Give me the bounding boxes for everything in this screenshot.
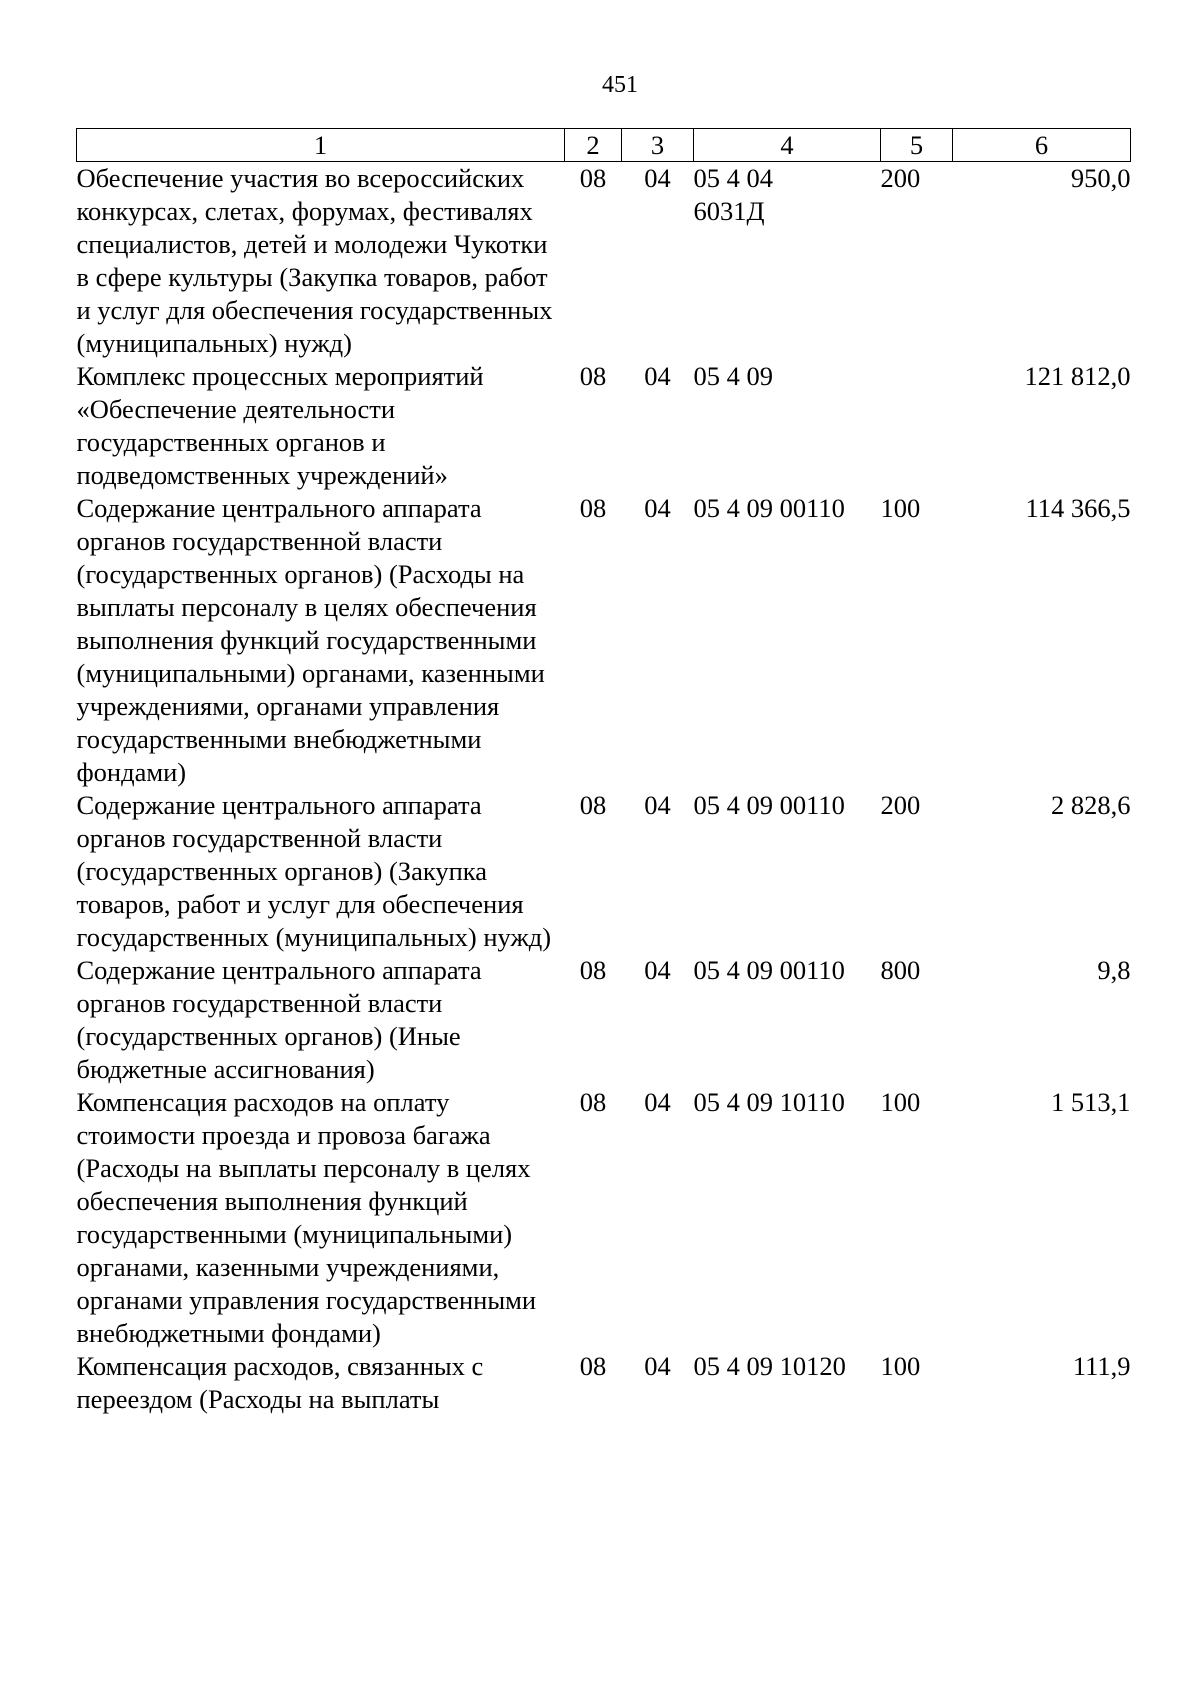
row-name: Содержание центрального аппарата органов государственной власти (государственных органов) (Закупка товаров, работ и услуг для обеспечения государственных (муниципальных) нужд) <box>76 790 552 952</box>
row-amount: 111,9 <box>1072 1351 1131 1381</box>
row-subsection: 04 <box>644 955 671 985</box>
row-amount: 2 828,6 <box>1051 790 1131 820</box>
row-section: 08 <box>579 955 607 985</box>
row-name: Обеспечение участия во всероссийских конкурсах, слетах, форумах, фестивалях специалистов, детей и молодежи Чукотки в сфере культуры (Закупка товаров, работ и услуг для обеспечения государственных (муниципальных) нужд) <box>76 163 553 358</box>
row-subsection: 04 <box>644 1351 671 1381</box>
row-subsection: 04 <box>644 1087 671 1117</box>
row-expense-type: 800 <box>880 955 921 985</box>
row-target: 05 4 04 6031Д <box>693 163 773 226</box>
row-subsection: 04 <box>644 493 671 523</box>
table-header <box>77 129 1131 162</box>
table-row <box>77 492 1131 789</box>
row-section: 08 <box>579 790 607 820</box>
row-target: 05 4 09 10110 <box>693 1087 845 1117</box>
table-row <box>77 1086 1131 1350</box>
row-name: Содержание центрального аппарата органов государственной власти (государственных органов) (Расходы на выплаты персоналу в целях обеспечения выполнения функций государственными (муниципальными) органами, казенными учреждениями, органами управления государственными внебюджетными фондами) <box>76 493 545 787</box>
table-row <box>77 162 1131 361</box>
row-amount: 950,0 <box>1070 163 1131 193</box>
row-name: Комплекс процессных мероприятий «Обеспечение деятельности государственных органов и подведомственных учреждений» <box>76 361 484 490</box>
row-expense-type: 100 <box>880 1351 921 1381</box>
row-section: 08 <box>579 361 607 391</box>
row-amount: 9,8 <box>1097 955 1131 985</box>
row-amount: 121 812,0 <box>1024 361 1131 391</box>
row-section: 08 <box>579 163 607 193</box>
table-row <box>77 360 1131 492</box>
row-target: 05 4 09 10120 <box>693 1351 846 1381</box>
table-body <box>77 162 1131 1417</box>
row-target: 05 4 09 00110 <box>693 790 845 820</box>
row-section: 08 <box>579 1351 607 1381</box>
header-cell-5: 5 <box>881 129 953 162</box>
row-section: 08 <box>579 1087 607 1117</box>
row-expense-type <box>881 360 953 492</box>
row-target: 05 4 09 00110 <box>693 955 845 985</box>
row-target: 05 4 09 00110 <box>693 493 845 523</box>
row-target: 05 4 09 <box>693 361 773 391</box>
table-row <box>77 789 1131 954</box>
header-cell-4: 4 <box>694 129 881 162</box>
table-row <box>77 1350 1131 1416</box>
row-expense-type: 200 <box>880 790 921 820</box>
row-expense-type: 100 <box>880 493 921 523</box>
budget-table <box>76 128 1131 1416</box>
row-section: 08 <box>579 493 607 523</box>
header-cell-1: 1 <box>77 129 565 162</box>
header-cell-6: 6 <box>953 129 1131 162</box>
row-name: Содержание центрального аппарата органов государственной власти (государственных органов) (Иные бюджетные ассигнования) <box>76 955 482 1084</box>
header-row <box>77 129 1131 162</box>
row-subsection: 04 <box>644 790 671 820</box>
row-name: Компенсация расходов, связанных с переездом (Расходы на выплаты <box>76 1351 484 1414</box>
row-amount: 1 513,1 <box>1051 1087 1131 1117</box>
row-amount: 114 366,5 <box>1025 493 1131 523</box>
row-expense-type: 100 <box>880 1087 921 1117</box>
row-name: Компенсация расходов на оплату стоимости проезда и провоза багажа (Расходы на выплаты персоналу в целях обеспечения выполнения функций государственными (муниципальными) органами, казенными учреждениями, органами управления государственными внебюджетными фондами) <box>76 1087 537 1348</box>
row-subsection: 04 <box>644 361 671 391</box>
header-cell-2: 2 <box>565 129 622 162</box>
row-expense-type: 200 <box>880 163 921 193</box>
header-cell-3: 3 <box>622 129 694 162</box>
table-row <box>77 954 1131 1086</box>
row-subsection: 04 <box>644 163 671 193</box>
page-number: 451 <box>602 72 638 98</box>
